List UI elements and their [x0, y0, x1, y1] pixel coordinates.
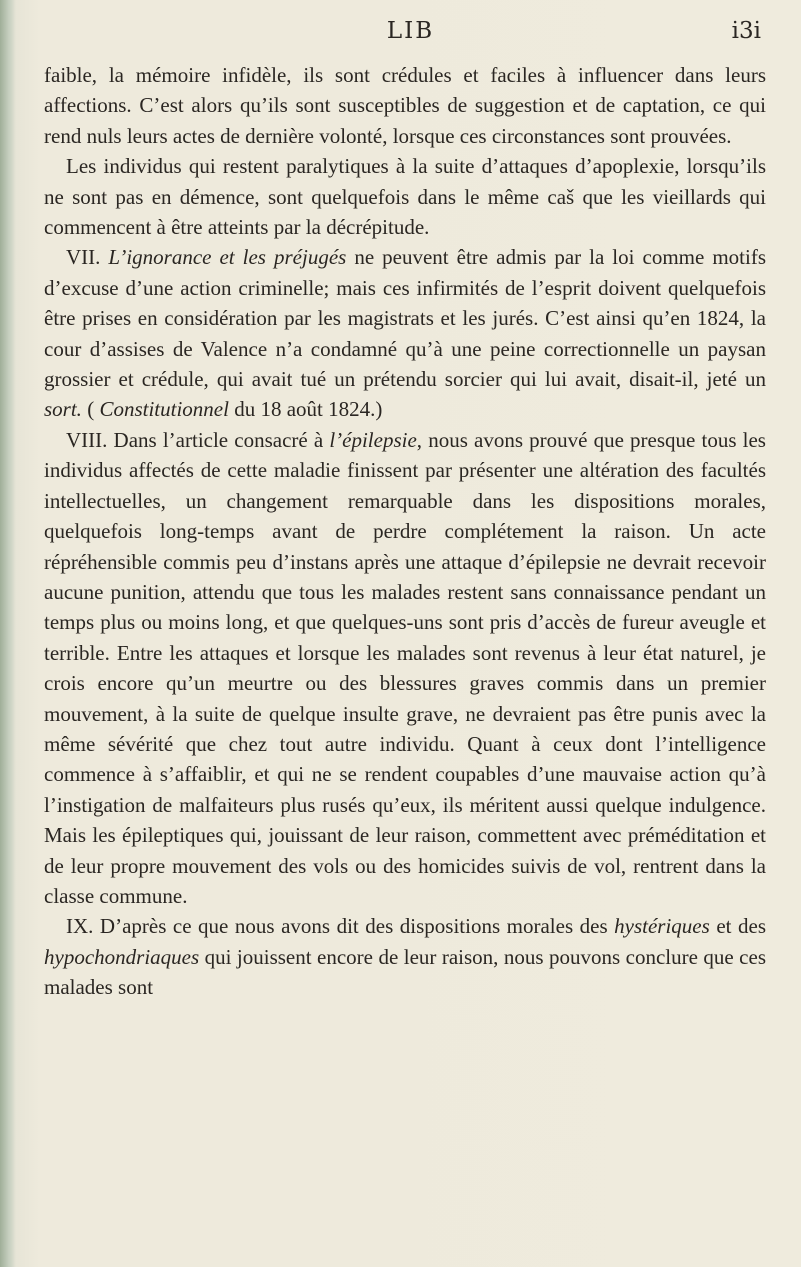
text-run: ne peuvent être admis par la loi comme motifs d’excuse d’une action criminelle; mais ces infirmités de l’esprit doivent quelquefois être prises en considération par les magistrats et les jurés. C’est ainsi qu’en 1824, la cour d’assises de Valence n’a condamné qu’à une peine correctionnelle un paysan grossier et crédule, qui avait tué un prétendu sorcier qui lui avait, disait-il, jeté un [44, 245, 766, 392]
text-run: VII. [66, 245, 109, 270]
italic-text-run: L’ignorance et les préjugés [108, 245, 347, 270]
paragraph-section-viii [44, 425, 766, 912]
text-run: du 18 août 1824.) [228, 397, 383, 422]
paragraph [44, 151, 766, 242]
italic-text-run: sort. [44, 397, 82, 422]
text-run: et des [709, 914, 766, 939]
text-run: IX. D’après ce que nous avons dit des dispositions morales des [66, 914, 615, 939]
running-head: LIB [386, 18, 435, 44]
page-number: i3i [731, 18, 761, 44]
text-run: qui jouissent encore de leur raison, nous pouvons conclure que ces malades sont [44, 944, 766, 1000]
page-header [60, 14, 761, 54]
paragraph-section-ix [44, 911, 766, 1002]
text-run: VIII. Dans l’article consacré à [66, 427, 330, 452]
italic-text-run: Constitutionnel [99, 397, 229, 422]
italic-text-run: hypochondriaques [44, 944, 200, 969]
text-run: ( [81, 397, 100, 422]
text-run: faible, la mémoire infidèle, ils sont crédules et faciles à influencer dans leurs affections. C’est alors qu’ils sont susceptibles de suggestion et de captation, ce qui rend nuls leurs actes de dernière volonté, lorsque ces circonstances sont prouvées. [44, 63, 766, 148]
paragraph-section-vii [44, 242, 766, 424]
text-run: , nous avons prouvé que presque tous les individus affectés de cette maladie finissent par présenter une altération des facultés intellectuelles, un changement remarquable dans les dispositions morales, quelquefois long-temps avant de perdre complétement la raison. Un acte répréhensible commis peu d’instans après une attaque d’épilepsie ne devrait recevoir aucune punition, attendu que tous les malades restent sans connaissance pendant un temps plus ou moins long, et que quelques-uns sont pris d’accès de fureur aveugle et terrible. Entre les attaques et lorsque les malades sont revenus à leur état naturel, je crois encore qu’un meurtre ou des blessures graves commis dans un premier mouvement, à la suite de quelque insulte grave, ne devraient pas être punis avec la même sévérité que chez tout autre individu. Quant à ceux dont l’intelligence commence à s’affaiblir, et qui ne se rendent coupables d’une mauvaise action qu’à l’instigation de malfaiteurs plus rusés qu’eux, ils méritent aussi quelque indulgence. Mais les épileptiques qui, jouissant de leur raison, commettent avec préméditation et de leur propre mouvement des vols ou des homicides suivis de vol, rentrent dans la classe commune. [44, 427, 766, 908]
body-text [44, 60, 766, 1003]
italic-text-run: hystériques [614, 914, 710, 939]
binding-gutter [0, 0, 16, 1267]
paragraph [44, 60, 766, 151]
italic-text-run: l’épilepsie [329, 427, 417, 452]
text-run: Les individus qui restent paralytiques à la suite d’attaques d’apoplexie, lorsqu’ils ne sont pas en démence, sont quelquefois dans le même caš que les vieillards qui commencent à être atteints par la décrépitude. [44, 154, 766, 240]
